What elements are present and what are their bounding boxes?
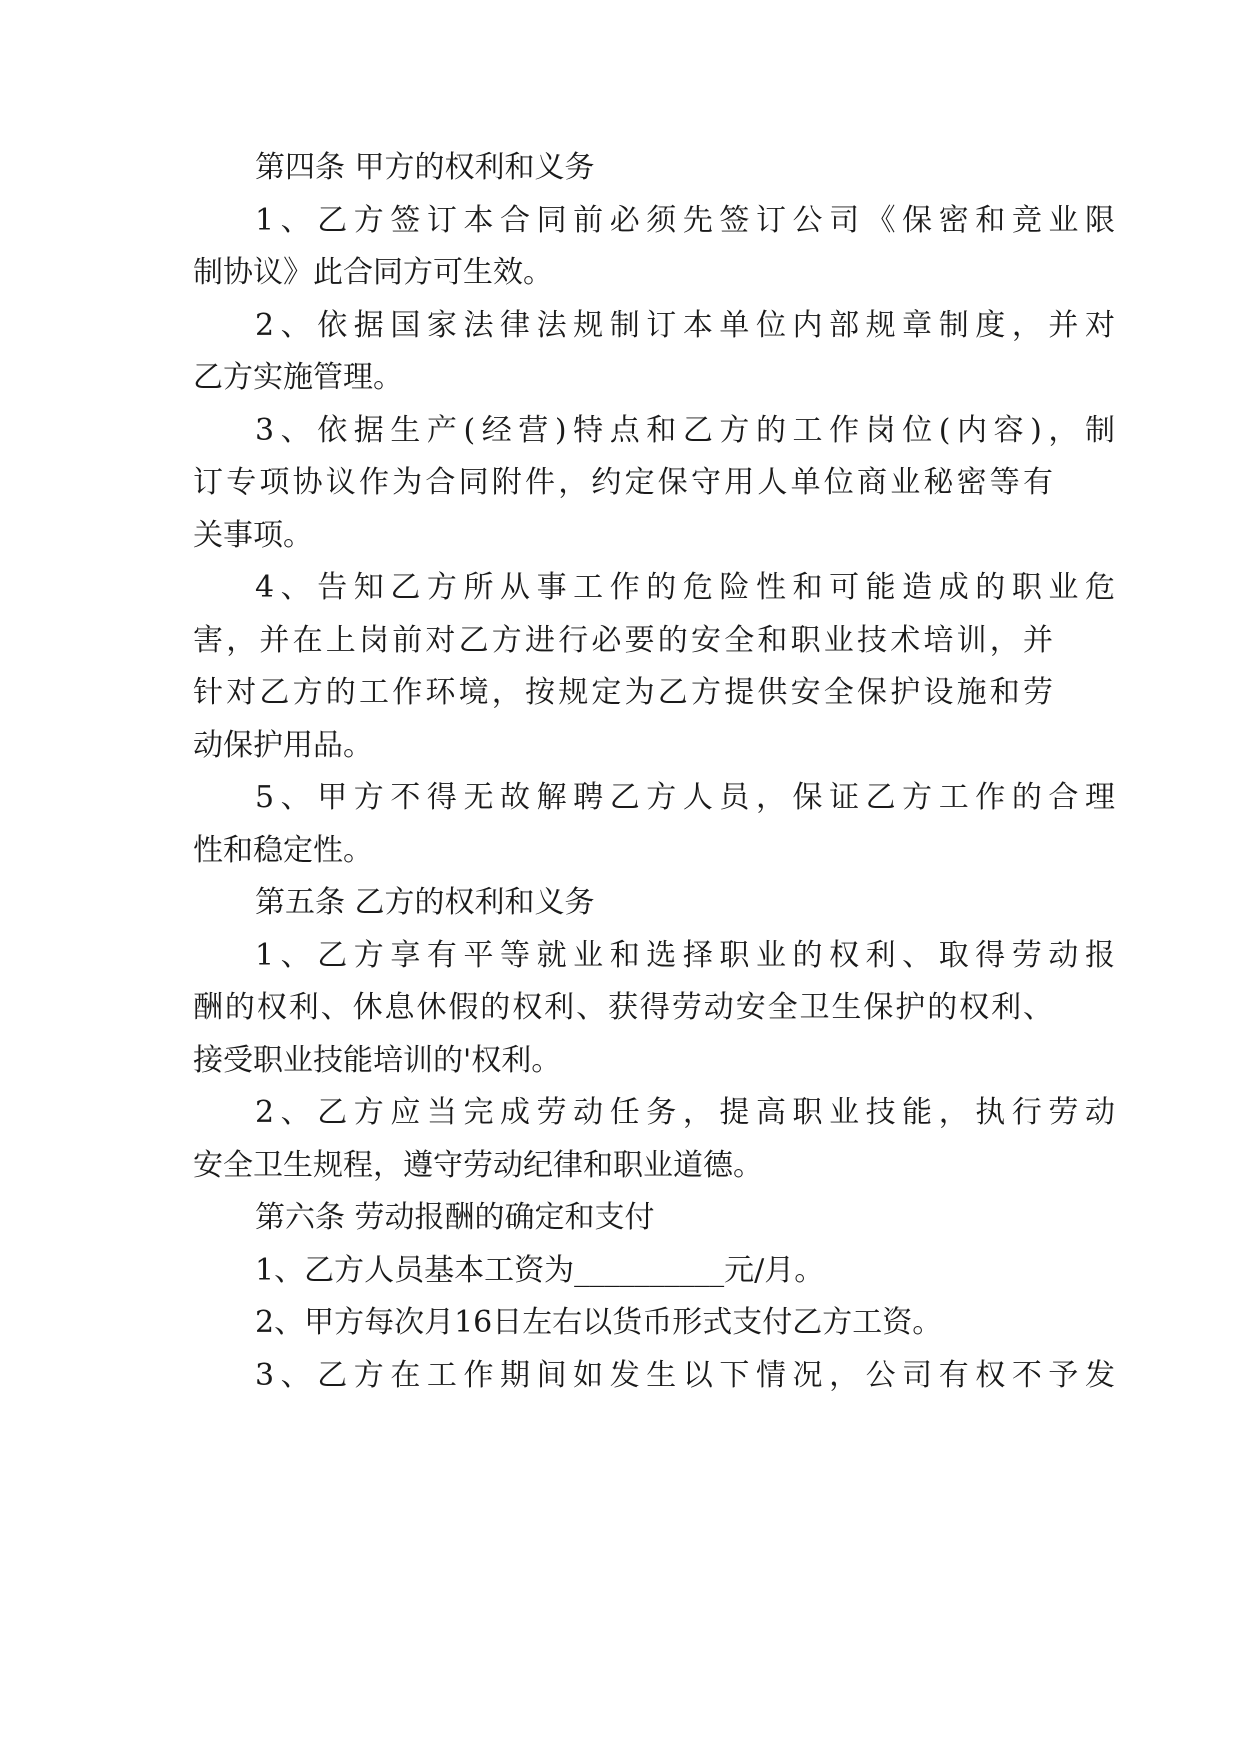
article-5-heading: 第五条 乙方的权利和义务 (255, 885, 595, 920)
article-5-item-1: 1、乙方享有平等就业和选择职业的权利、取得劳动报 (255, 938, 1115, 973)
article-4-item-3-cont: 订专项协议作为合同附件，约定保守用人单位商业秘密等有 (193, 465, 1053, 500)
article-4-item-1-cont: 制协议》此合同方可生效。 (193, 255, 553, 290)
article-4-item-4-cont-2: 针对乙方的工作环境，按规定为乙方提供安全保护设施和劳 (193, 675, 1053, 710)
article-4-item-2-cont: 乙方实施管理。 (193, 360, 403, 395)
article-5-item-1-end: 接受职业技能培训的'权利。 (193, 1043, 562, 1078)
article-4-item-3: 3、依据生产(经营)特点和乙方的工作岗位(内容)，制 (255, 413, 1115, 448)
article-6-item-1: 1、乙方人员基本工资为__________元/月。 (255, 1253, 825, 1288)
article-5-item-2-cont: 安全卫生规程，遵守劳动纪律和职业道德。 (193, 1148, 763, 1183)
article-6-item-2: 2、甲方每次月16日左右以货币形式支付乙方工资。 (255, 1305, 943, 1340)
article-4-item-4-end: 动保护用品。 (193, 728, 373, 763)
article-4-item-4: 4、告知乙方所从事工作的危险性和可能造成的职业危 (255, 570, 1115, 605)
article-6-heading: 第六条 劳动报酬的确定和支付 (255, 1200, 655, 1235)
article-4-item-2: 2、依据国家法律法规制订本单位内部规章制度，并对 (255, 308, 1115, 343)
article-4-heading: 第四条 甲方的权利和义务 (255, 150, 595, 185)
article-4-item-4-cont-1: 害，并在上岗前对乙方进行必要的安全和职业技术培训，并 (193, 623, 1053, 658)
article-4-item-5-cont: 性和稳定性。 (193, 833, 373, 868)
article-5-item-1-cont: 酬的权利、休息休假的权利、获得劳动安全卫生保护的权利、 (193, 990, 1053, 1025)
article-6-item-3: 3、乙方在工作期间如发生以下情况，公司有权不予发 (255, 1358, 1115, 1393)
article-4-item-3-end: 关事项。 (193, 518, 313, 553)
article-4-item-5: 5、甲方不得无故解聘乙方人员，保证乙方工作的合理 (255, 780, 1115, 815)
article-4-item-1: 1、乙方签订本合同前必须先签订公司《保密和竞业限 (255, 203, 1115, 238)
article-5-item-2: 2、乙方应当完成劳动任务，提高职业技能，执行劳动 (255, 1095, 1115, 1130)
